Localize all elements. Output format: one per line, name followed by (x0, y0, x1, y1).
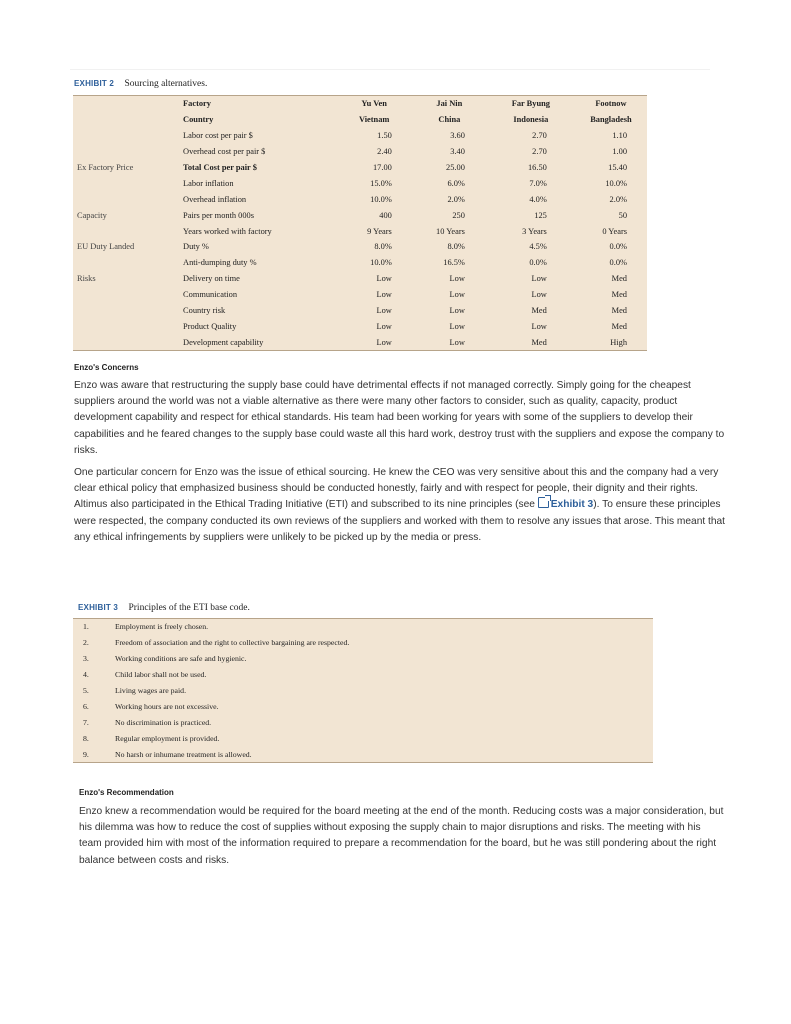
list-item (73, 619, 653, 635)
table-cell: 2.70 (532, 131, 547, 141)
table-cell: 3.60 (450, 131, 465, 141)
table-cell: Med (611, 290, 627, 300)
row-label: Development capability (183, 337, 264, 347)
table-cell: 3.40 (450, 147, 465, 157)
row-label: Duty % (183, 242, 209, 252)
list-item-text: Regular employment is provided. (115, 733, 220, 743)
list-item (73, 651, 653, 667)
table-cell: Med (611, 306, 627, 316)
row-group-label (73, 191, 183, 207)
table-row (73, 271, 647, 287)
row-group-label (73, 223, 183, 239)
table-cell: 2.40 (377, 147, 392, 157)
row-label: Labor inflation (183, 178, 234, 188)
recommendation-paragraph: Enzo knew a recommendation would be required for the board meeting at the end of the month. Reducing costs was a major consideration, but his dilemma was how to reduce the cost of supplies without exposing the supply chain to major disruptions and risks. The meeting with his team provided him with most of the information required to prepare a recommendation for the board, but he was still pondering about the right balance between costs and risks. (79, 806, 724, 866)
table-row (73, 128, 647, 144)
table-cell: 0.0% (529, 258, 547, 268)
supplier-country: China (438, 115, 461, 125)
exhibit-3-heading (78, 597, 250, 615)
table-cell: 0 Years (602, 226, 627, 236)
table-cell: 125 (534, 210, 547, 220)
exhibit-3-link[interactable] (538, 499, 593, 510)
table-cell: Med (611, 274, 627, 284)
supplier-factory: Far Byung (511, 99, 550, 109)
list-item-text: Working hours are not excessive. (115, 701, 219, 711)
row-label: Overhead inflation (183, 194, 247, 204)
row-group-label: Ex Factory Price (77, 163, 134, 172)
sourcing-alternatives-table (73, 95, 647, 351)
table-cell: 2.0% (447, 194, 465, 204)
list-item-number: 4. (83, 670, 89, 680)
list-item (73, 730, 653, 746)
list-item (73, 683, 653, 699)
row-group-label (73, 287, 183, 303)
table-cell: 50 (618, 210, 627, 220)
table-row (73, 175, 647, 191)
list-item-number: 8. (83, 733, 89, 743)
list-item-text: Freedom of association and the right to collective bargaining are respected. (115, 638, 350, 648)
row-group-label (73, 255, 183, 271)
table-cell: Low (449, 274, 465, 284)
table-row (73, 223, 647, 239)
supplier-factory: Jai Nin (436, 99, 463, 109)
table-cell: 10.0% (370, 194, 392, 204)
table-cell: Low (531, 274, 547, 284)
row-group-label: Risks (77, 274, 96, 284)
row-label: Communication (183, 290, 238, 300)
list-item-text: Child labor shall not be used. (115, 670, 207, 680)
table-cell: 3 Years (522, 226, 547, 236)
table-row (73, 287, 647, 303)
table-cell: Med (611, 321, 627, 331)
table-cell: Low (449, 306, 465, 316)
table-cell: Med (531, 306, 547, 316)
list-item (73, 698, 653, 714)
row-group-label (73, 144, 183, 160)
supplier-country: Bangladesh (590, 115, 632, 125)
table-cell: 17.00 (372, 163, 392, 172)
table-cell: 250 (452, 210, 465, 220)
concerns-paragraph-2-text: One particular concern for Enzo was the issue of ethical sourcing. He knew the CEO was very sensitive about this and the company had a very clear ethical policy that emphasized business should be conducted honestly, fairly and with respect for people, their dignity and their rights. Altimus also participated in the Ethical Trading Initiative (ETI) and subscribed to its nine principles (see (74, 467, 719, 511)
list-item-text: Living wages are paid. (115, 686, 187, 695)
list-item-number: 9. (83, 749, 89, 759)
table-row (73, 318, 647, 334)
table-cell: 2.0% (609, 194, 627, 204)
table-cell: Low (531, 321, 547, 331)
table-cell: 10.0% (605, 178, 627, 188)
table-cell: Med (531, 337, 547, 347)
concerns-paragraph-2-text-end: ). To ensure these principles were respected, the company conducted its own reviews of the suppliers and worked with them to resolve any issues that arose. This meant that any ethical infringements by suppliers were unlikely to be picked up by the media or press. (74, 499, 726, 543)
table-cell: Low (376, 290, 392, 300)
list-item-text: Working conditions are safe and hygienic. (115, 654, 247, 664)
table-cell: 8.0% (374, 242, 392, 252)
supplier-factory: Yu Ven (361, 99, 387, 109)
table-row (73, 144, 647, 160)
row-label: Labor cost per pair $ (183, 131, 253, 141)
concerns-title: Enzo's Concerns (74, 363, 139, 372)
row-label: Product Quality (183, 321, 237, 331)
row-label: Pairs per month 000s (183, 210, 254, 220)
row-group-label (73, 128, 183, 144)
list-item-number: 5. (83, 686, 89, 695)
table-cell: 1.50 (377, 131, 392, 141)
table-cell: 4.0% (529, 194, 547, 204)
table-row (73, 207, 647, 223)
table-cell: High (610, 337, 627, 347)
recommendation-title: Enzo's Recommendation (79, 788, 174, 797)
table-cell: 1.10 (612, 131, 627, 141)
table-cell: 4.5% (529, 242, 547, 252)
table-row (73, 334, 647, 350)
table-cell: Low (449, 337, 465, 347)
row-label: Total Cost per pair $ (183, 163, 257, 172)
exhibit-3-caption: Principles of the ETI base code. (128, 603, 250, 613)
list-item-text: Employment is freely chosen. (115, 622, 209, 632)
exhibit-3-link-label: Exhibit 3 (550, 499, 594, 511)
external-link-icon (538, 497, 549, 508)
concerns-paragraph-2 (74, 465, 726, 546)
list-item-number: 1. (83, 622, 89, 632)
table-cell: Low (376, 306, 392, 316)
list-item-number: 3. (83, 654, 89, 664)
table-row (73, 191, 647, 207)
row-label: Country risk (183, 306, 226, 316)
table-cell: Low (376, 337, 392, 347)
list-item-text: No harsh or inhumane treatment is allowed. (115, 749, 252, 759)
list-item-number: 7. (83, 717, 89, 727)
table-cell: 9 Years (367, 226, 392, 236)
concerns-paragraph-1: Enzo was aware that restructuring the supply base could have detrimental effects if not managed correctly. Simply going for the cheapest suppliers around the world was not a viable alternative as there were many other factors to consider, such as quality, capacity, product development capability and respect for ethical standards. His team had been working for years with some of the suppliers to develop their capabilities and he feared changes to the supply base could waste all this hard work, destroy trust with the suppliers and expose the company to risks. (74, 380, 725, 456)
table-cell: Low (376, 321, 392, 331)
factory-header: Factory (183, 99, 211, 109)
row-group-label (73, 334, 183, 350)
table-row (73, 239, 647, 255)
table-cell: 8.0% (447, 242, 465, 252)
row-label: Years worked with factory (183, 226, 272, 236)
list-item (73, 635, 653, 651)
exhibit-2-label: EXHIBIT 2 (74, 79, 115, 88)
table-header-row (73, 112, 647, 128)
row-group-label (73, 303, 183, 319)
list-item (73, 746, 653, 762)
table-cell: 25.00 (446, 163, 465, 172)
supplier-factory: Footnow (595, 99, 627, 109)
table-cell: Low (376, 274, 392, 284)
list-item (73, 714, 653, 730)
list-item (73, 667, 653, 683)
table-cell: Low (449, 290, 465, 300)
table-cell: 15.0% (370, 178, 392, 188)
list-item-number: 2. (83, 638, 89, 648)
row-group-label: EU Duty Landed (77, 242, 135, 252)
table-row (73, 255, 647, 271)
table-cell: 6.0% (447, 178, 465, 188)
list-item-text: No discrimination is practiced. (115, 717, 212, 727)
table-cell: 0.0% (609, 258, 627, 268)
supplier-country: Vietnam (358, 115, 390, 125)
table-cell: 10 Years (436, 226, 465, 236)
exhibit-2-caption: Sourcing alternatives. (124, 79, 208, 89)
table-cell: 2.70 (532, 147, 547, 157)
table-cell: 1.00 (612, 147, 627, 157)
divider (70, 69, 710, 70)
table-cell: 0.0% (609, 242, 627, 252)
row-group-label (73, 175, 183, 191)
table-cell: 16.50 (527, 163, 547, 172)
row-group-label (73, 318, 183, 334)
row-label: Delivery on time (183, 274, 240, 284)
table-cell: 400 (379, 210, 392, 220)
table-cell: 16.5% (443, 258, 465, 268)
table-row (73, 160, 647, 176)
row-label: Anti-dumping duty % (183, 258, 257, 268)
table-header-row (73, 96, 647, 112)
table-cell: 10.0% (370, 258, 392, 268)
exhibit-3-label: EXHIBIT 3 (78, 603, 119, 612)
row-group-label: Capacity (77, 210, 107, 220)
table-cell: Low (531, 290, 547, 300)
eti-principles-list (73, 618, 653, 763)
supplier-country: Indonesia (513, 115, 549, 125)
row-label: Overhead cost per pair $ (183, 147, 266, 157)
table-cell: Low (449, 321, 465, 331)
table-cell: 7.0% (529, 178, 547, 188)
country-header: Country (183, 115, 214, 125)
table-cell: 15.40 (608, 163, 627, 172)
exhibit-2-heading (74, 73, 207, 91)
table-row (73, 303, 647, 319)
list-item-number: 6. (83, 701, 89, 711)
